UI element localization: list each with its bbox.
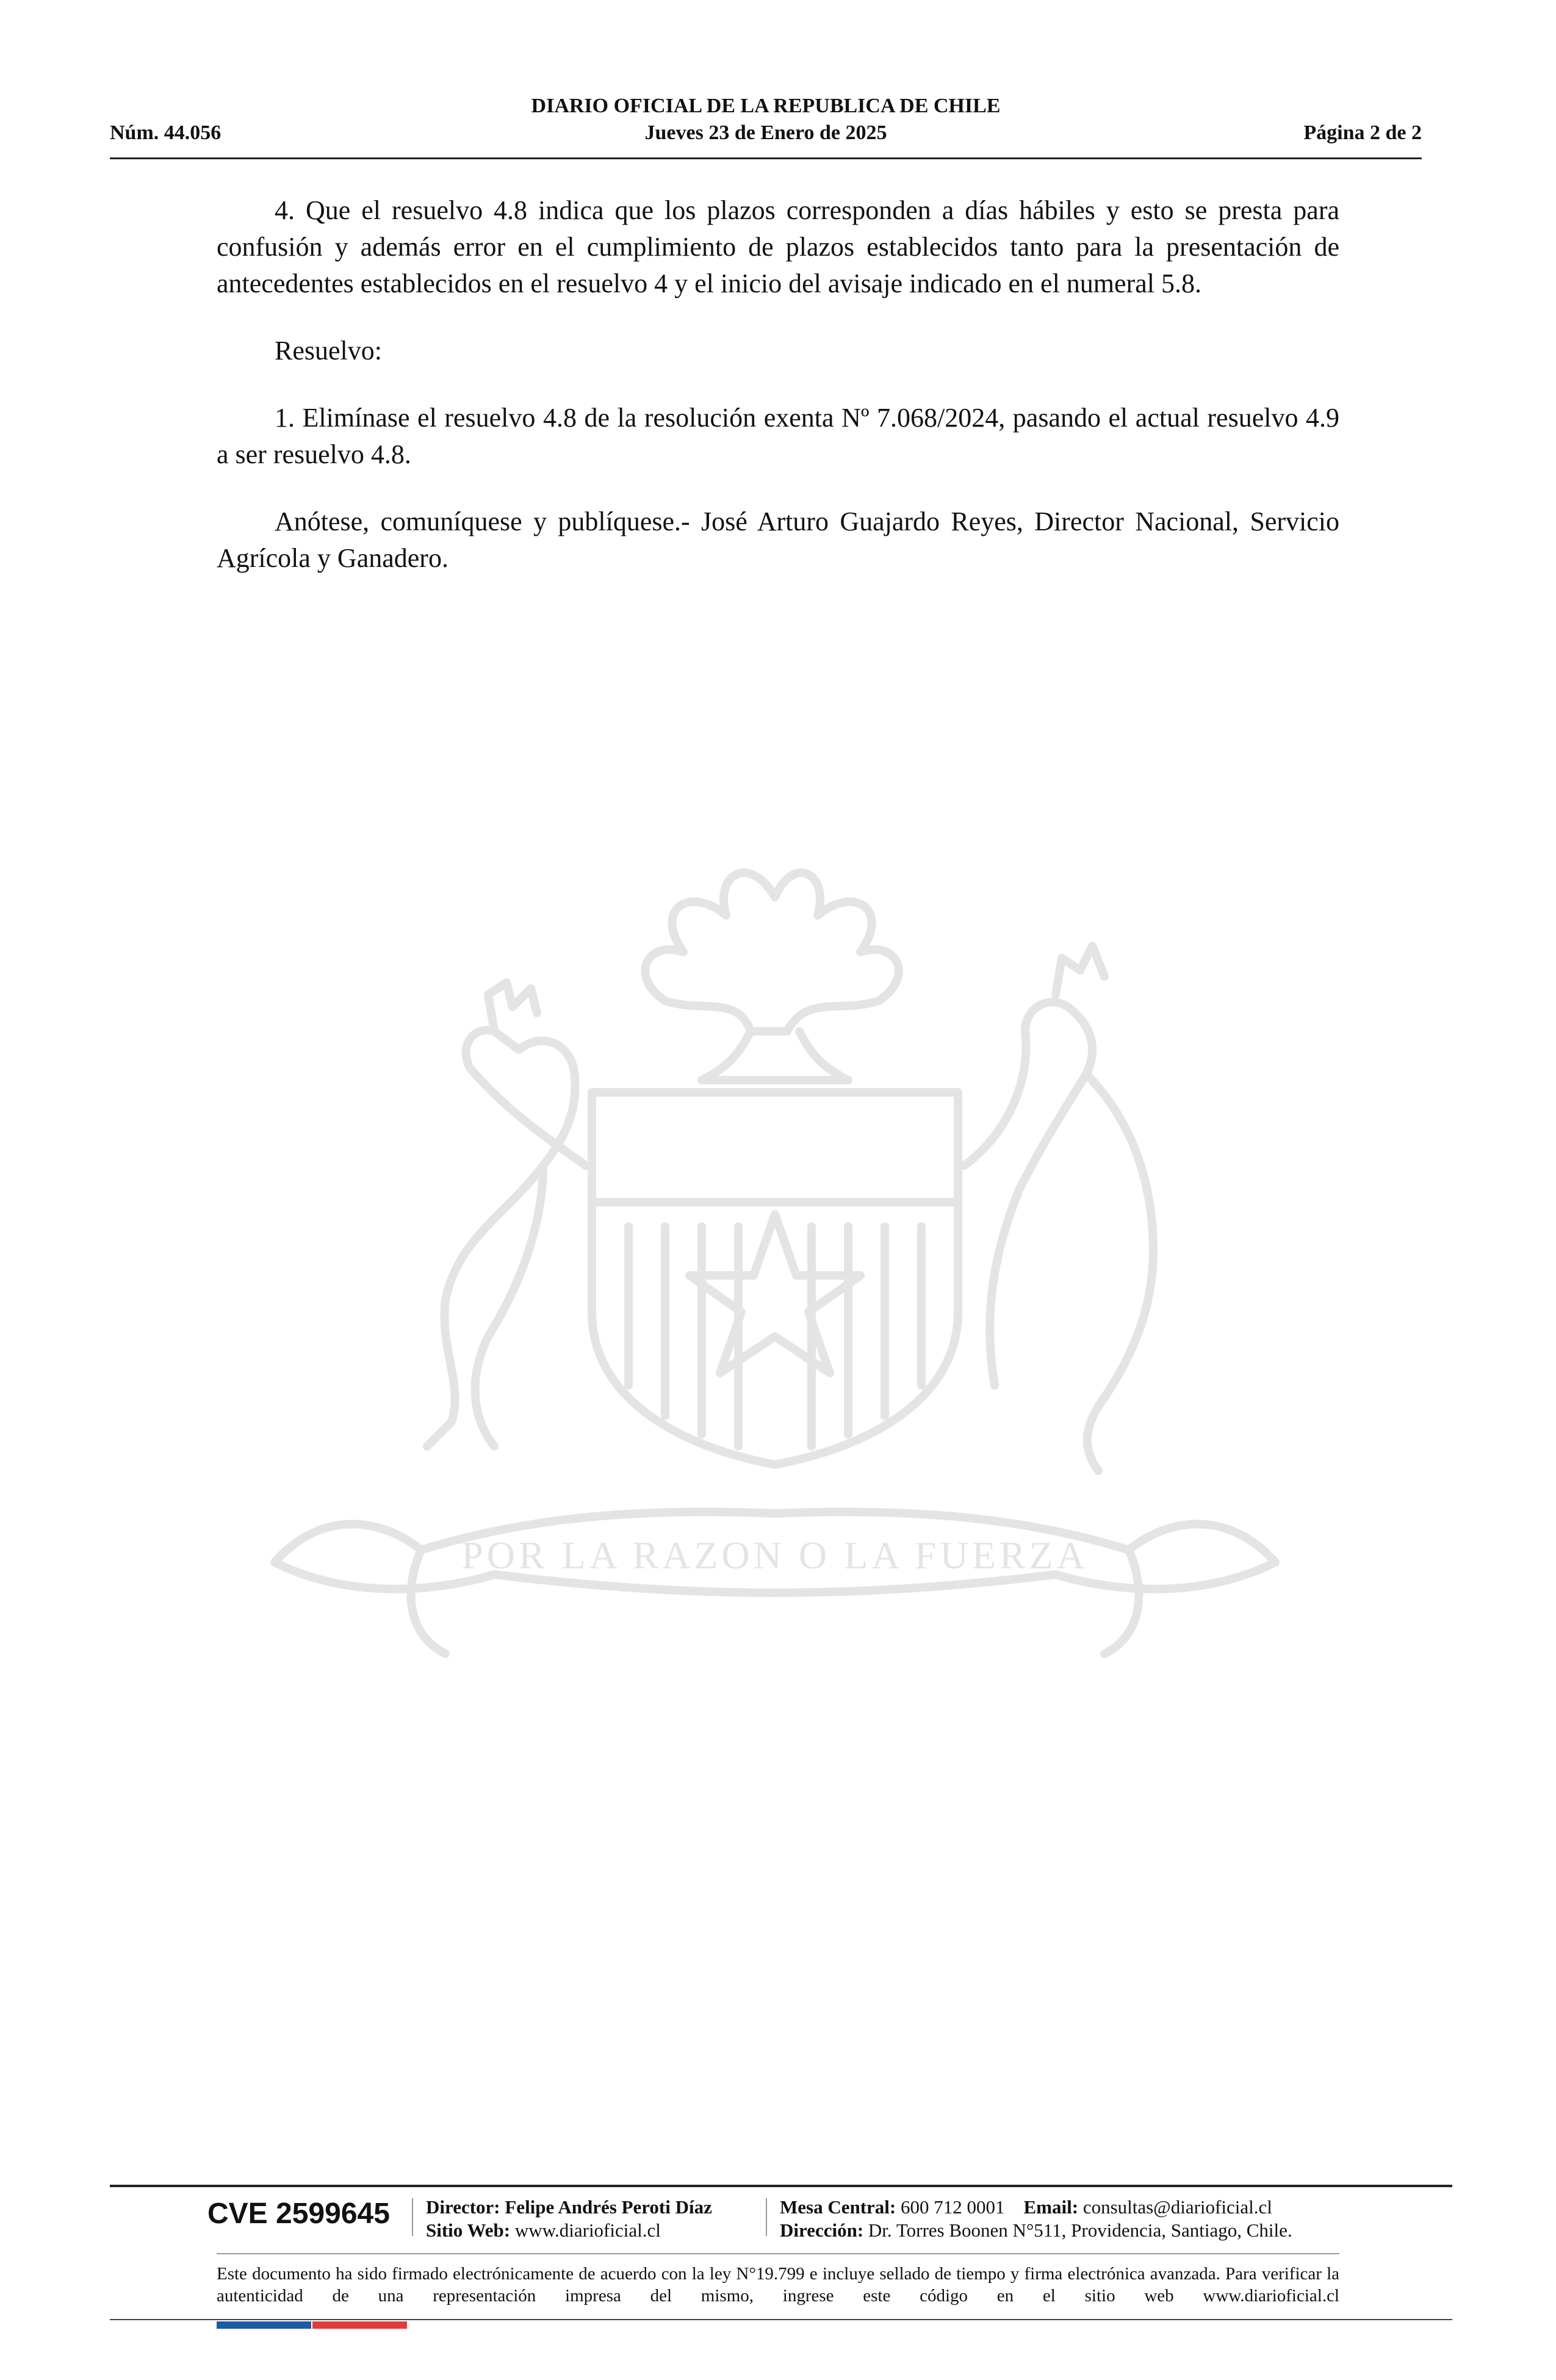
footer-divider	[766, 2198, 767, 2236]
page-header	[110, 95, 1422, 159]
direccion-label: Dirección:	[780, 2220, 864, 2241]
watermark-motto: POR LA RAZON O LA FUERZA	[461, 1534, 1089, 1577]
web-address[interactable]: www.diarioficial.cl	[514, 2220, 661, 2241]
issue-number: Núm. 44.056	[110, 121, 222, 144]
director-label: Director:	[426, 2196, 500, 2218]
footer-contact-block	[780, 2196, 1292, 2242]
footer-divider	[412, 2198, 413, 2236]
page-number: Página 2 de 2	[1303, 121, 1422, 144]
email-label: Email:	[1023, 2196, 1079, 2218]
paragraph-signature: Anótese, comuníquese y publíquese.- José Arturo Guajardo Reyes, Director Nacional, Servicio Agrícola y Ganadero.	[217, 507, 1339, 573]
direccion-value: Dr. Torres Boonen N°511, Providencia, Santiago, Chile.	[868, 2220, 1292, 2241]
flag-stripe-red	[312, 2321, 407, 2329]
gazette-title: DIARIO OFICIAL DE LA REPUBLICA DE CHILE	[531, 95, 1001, 117]
director-name: Felipe Andrés Peroti Díaz	[505, 2196, 712, 2218]
paragraph-resuelvo-1: 1. Elimínase el resuelvo 4.8 de la resolución exenta Nº 7.068/2024, pasando el actual resuelvo 4.9 a ser resuelvo 4.8.	[217, 403, 1339, 469]
footer-bottom-rule	[110, 2319, 1452, 2320]
paragraph-resuelvo-heading: Resuelvo:	[275, 336, 382, 366]
footer-top-rule	[110, 2185, 1452, 2187]
cve-code: CVE 2599645	[207, 2198, 390, 2230]
footer-director-block	[426, 2196, 712, 2242]
paragraph-considerando-4: 4. Que el resuelvo 4.8 indica que los plazos corresponden a días hábiles y esto se presta para confusión y además error en el cumplimiento de plazos establecidos tanto para la presentación de antecedentes establecidos en el resuelvo 4 y el inicio del avisaje indicado en el numeral 5.8.	[217, 195, 1339, 298]
document-body	[217, 192, 1339, 607]
mesa-phone: 600 712 0001	[901, 2196, 1005, 2218]
web-label: Sitio Web:	[426, 2220, 511, 2241]
footer-mid-rule	[217, 2253, 1339, 2254]
email-address[interactable]: consultas@diarioficial.cl	[1082, 2196, 1272, 2218]
coat-of-arms-watermark	[201, 848, 1349, 1684]
legal-notice: Este documento ha sido firmado electrónicamente de acuerdo con la ley N°19.799 e incluye sellado de tiempo y firma electrónica avanzada. Para verificar la autenticidad de una representación impresa del mismo, ingrese este código en el sitio web www.diarioficial.cl	[217, 2264, 1339, 2306]
issue-date: Jueves 23 de Enero de 2025	[644, 121, 887, 144]
mesa-label: Mesa Central:	[780, 2196, 896, 2218]
flag-stripe-blue	[217, 2321, 311, 2329]
